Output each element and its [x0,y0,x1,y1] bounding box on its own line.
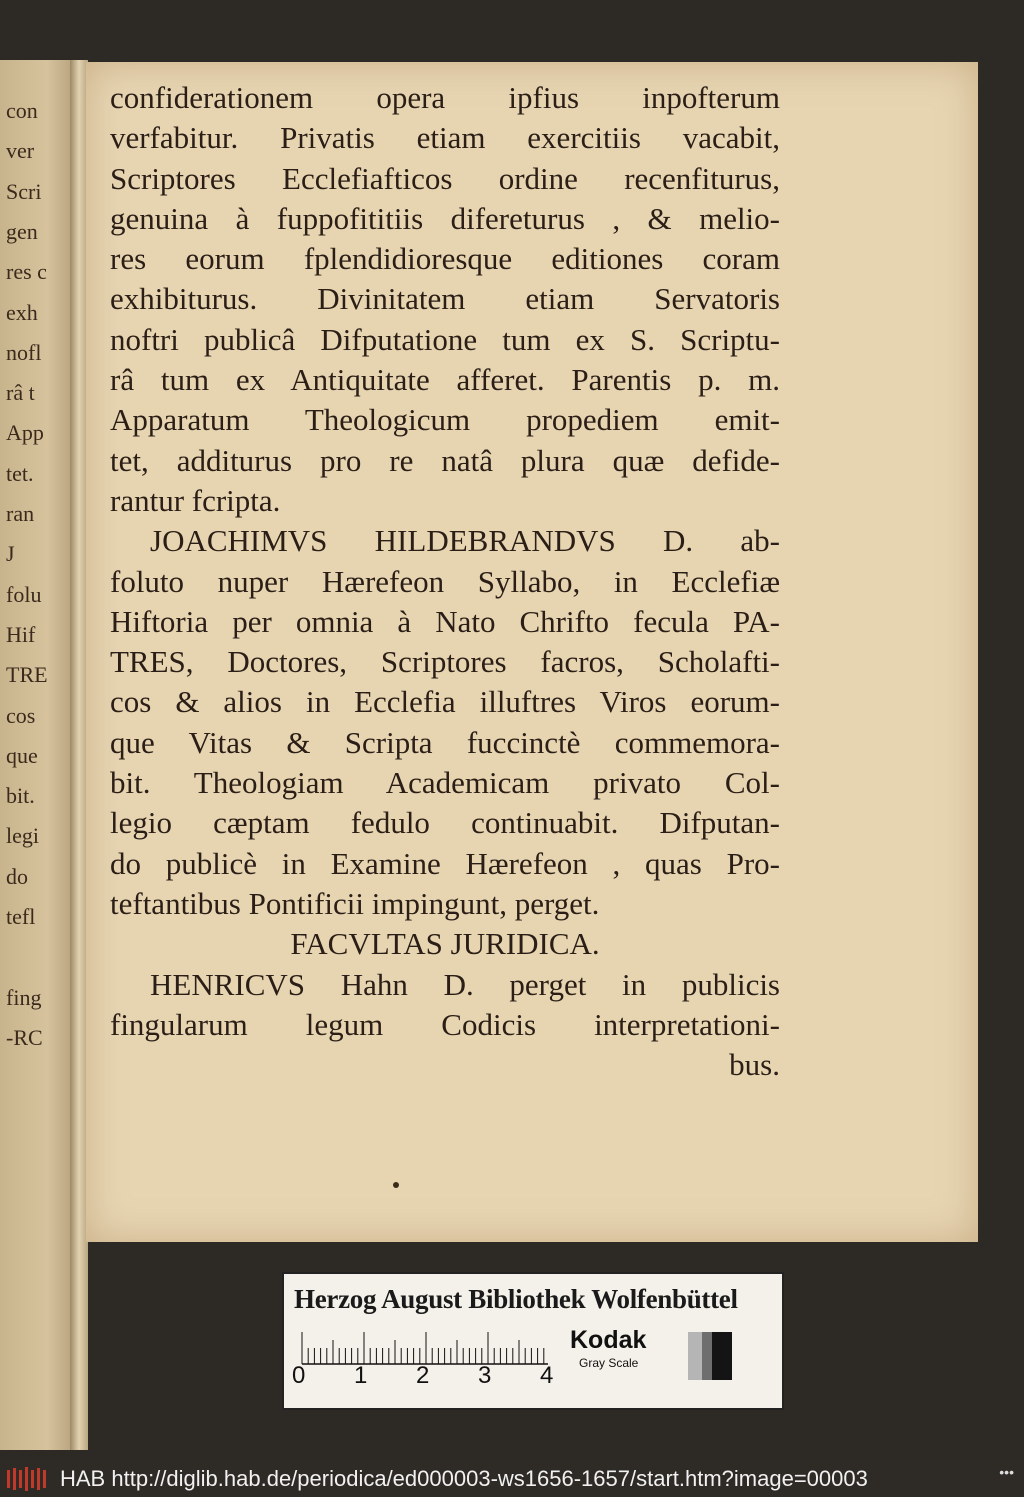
viewer-footer [0,1460,1024,1497]
gutter-fragment: legi [6,823,39,849]
ruler-numbers [288,1362,554,1389]
ruler-number: 3 [478,1362,492,1389]
card-title: Herzog August Bibliothek Wolfenbüttel [294,1284,738,1314]
text-line: râ tum ex Antiquitate afferet. Parentis p. m. [110,362,780,398]
gutter-fragment: res c [6,259,47,285]
text-line: confiderationem opera ipfius inpofterum [110,80,780,115]
gray-swatch-light [688,1332,702,1380]
text-line: Hiftoria per omnia à Nato Chrifto fecula PA- [110,603,780,639]
gutter-fragment: bit. [6,783,35,809]
gutter-fragment: TRE [6,662,48,688]
ruler-scale [298,1326,548,1366]
gutter-fragment: -RC [6,1024,43,1050]
text-line: Scriptores Ecclefiafticos ordine recenfiturus, [110,160,780,196]
more-icon[interactable]: ••• [999,1464,1014,1480]
gutter-fragment: con [6,98,38,123]
ruler-number: 4 [540,1362,554,1389]
kodak-logo: Kodak [570,1326,647,1354]
text-line: TRES, Doctores, Scriptores facros, Scholafti- [110,644,780,680]
text-line: verfabitur. Privatis etiam exercitiis vacabit, [110,120,780,156]
gutter-fragment: App [6,420,44,446]
text-line: legio cæptam fedulo continuabit. Difputan- [110,805,780,841]
text-line: tet, additurus pro re natâ plura quæ defide- [110,442,780,478]
text-line: do publicè in Examine Hærefeon , quas Pro- [110,845,780,881]
gutter-fragment: fing [6,984,42,1010]
text-line: rantur fcripta. [110,482,281,518]
source-label: HAB [60,1466,106,1491]
gutter-fragment: ran [6,501,35,526]
text-line: teftantibus Pontificii impingunt, perget. [110,885,600,921]
gutter-fragment: tet. [6,460,34,486]
ruler-number: 1 [354,1362,368,1389]
text-line: exhibiturus. Divinitatem etiam Servatoris [110,281,780,317]
gray-scale-label: Gray Scale [579,1356,639,1370]
gray-swatch-dark [712,1332,732,1380]
gutter-fragment: gen [6,218,38,244]
ruler-number: 2 [416,1362,430,1389]
text-line: cos & alios in Ecclefia illuftres Viros eorum- [110,684,780,720]
hab-logo-icon [6,1466,54,1492]
ink-dot [393,1182,399,1188]
text-line: FACVLTAS JURIDICA. [290,926,600,962]
gutter-fragment: nofl [6,339,42,365]
gutter-fragment: J [6,541,15,567]
gutter-fragment: cos [6,702,36,728]
ruler-number: 0 [292,1362,306,1389]
gutter-fragment: exh [6,299,38,325]
text-line: que Vitas & Scripta fuccinctè commemora- [110,724,780,760]
text-line: HENRICVS Hahn D. perget in publicis [150,966,780,1002]
gutter-fragment: do [6,863,28,889]
text-line: Apparatum Theologicum propediem emit- [110,402,780,438]
gutter-fragment: que [6,742,38,768]
text-line: bus. [729,1047,780,1083]
gutter-fragment: tefl [6,904,36,929]
text-line: foluto nuper Hærefeon Syllabo, in Ecclefiæ [110,563,780,599]
source-link[interactable] [60,1466,868,1492]
gutter-fragment: râ t [6,380,35,406]
text-line: genuina à fuppofititiis difereturus , & melio- [110,200,780,236]
text-line: fingularum legum Codicis interpretationi- [110,1006,780,1042]
text-line: noftri publicâ Difputatione tum ex S. Scriptu- [110,321,780,357]
text-line: bit. Theologiam Academicam privato Col- [110,765,780,801]
text-line: JOACHIMVS HILDEBRANDVS D. ab- [150,523,780,559]
gutter-fragment: folu [6,581,42,607]
page-text [110,78,780,1085]
gutter-fragment: Hif [6,621,36,647]
gutter-fragment: ver [6,138,35,164]
color-calibration-card [282,1272,784,1410]
gray-swatch-mid [702,1332,712,1380]
source-url: http://diglib.hab.de/periodica/ed000003-ws1656-1657/start.htm?image=00003 [111,1466,868,1491]
gutter-fragment: Scri [6,178,42,204]
text-line: res eorum fplendidioresque editiones coram [110,241,780,277]
